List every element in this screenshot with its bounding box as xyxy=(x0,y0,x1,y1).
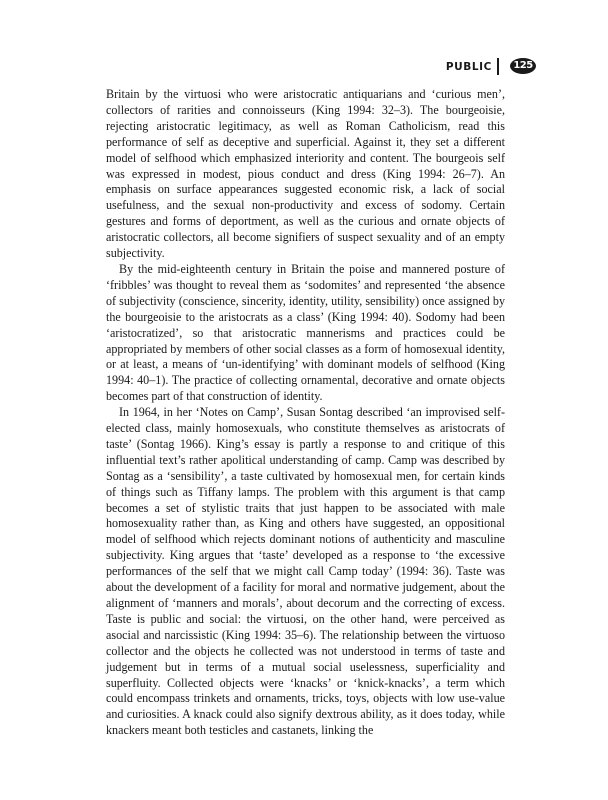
header-divider xyxy=(497,58,499,75)
paragraph-fribbles: By the mid-eighteenth century in Britain the poise and mannered posture of ‘fribbles’ was thought to reveal them as ‘sodomites’ and represented ‘the absence of subjectivity (conscience, sincerity, identity, utility, sensibility) once assigned by the bourgeoisie to the aristocrats as a class’ (King 1994: 40). Sodomy had been ‘aristocratized’, so that aristocratic mannerisms and practices could be appropriated by members of other social classes as a form of homosexual identity, or at least, a means of ‘un-identifying’ with dominant models of selfhood (King 1994: 40–1). The practice of collecting ornamental, decorative and ornate objects becomes part of that construction of identity. xyxy=(106,261,505,404)
page-number-badge: 125 xyxy=(510,58,536,74)
running-head xyxy=(0,57,608,81)
body-text xyxy=(106,87,505,739)
paragraph-continued: Britain by the virtuosi who were aristocratic antiquarians and ‘curious men’, collectors of rarities and connoisseurs (King 1994: 32–3). The bourgeoisie, rejecting aristocratic legitimacy, as well as Roman Catholicism, read this performance of self as deceptive and superficial. Against it, they set a different model of selfhood which emphasized interiority and content. The bourgeois self was expressed in modest, pious conduct and dress (King 1994: 26–7). An emphasis on surface appearances suggested economic risk, a lack of social usefulness, and the sexual non-productivity and excess of sodomy. Certain gestures and forms of deportment, as well as the curious and ornate objects of aristocratic collectors, all become signifiers of suspect sexuality and of an empty subjectivity. xyxy=(106,87,505,261)
running-title: PUBLIC xyxy=(445,61,492,73)
paragraph-notes-on-camp: In 1964, in her ‘Notes on Camp’, Susan Sontag described ‘an improvised self-elected class, mainly homosexuals, who constitute themselves as aristocrats of taste’ (Sontag 1966). King’s essay is partly a response to and critique of this influential text’s rather apolitical understanding of camp. Camp was described by Sontag as a ‘sensibility’, a taste cultivated by homosexual men, for certain kinds of things such as Tiffany lamps. The problem with this argument is that camp becomes a set of stylistic traits that just happen to be associated with male homosexuality rather than, as King and others have suggested, an oppositional model of selfhood which rejects dominant notions of authenticity and masculine subjectivity. King argues that ‘taste’ developed as a response to ‘the excessive performances of the self that we might call Camp today’ (1994: 36). Taste was about the development of a facility for moral and normative judgement, about the alignment of ‘manners and morals’, about decorum and the correcting of excess. Taste is public and social: the virtuosi, on the other hand, were perceived as asocial and narcissistic (King 1994: 35–6). The relationship between the virtuoso collector and the objects he collected was not understood in terms of taste and judgement but in terms of a mutual social uselessness, superficiality and superfluity. Collected objects were ‘knacks’ or ‘knick-knacks’, a term which could encompass trinkets and ornaments, tricks, toys, objects with low use-value and curiosities. A knack could also signify dextrous ability, as it does today, while knackers meant both testicles and castanets, linking the xyxy=(106,405,505,738)
